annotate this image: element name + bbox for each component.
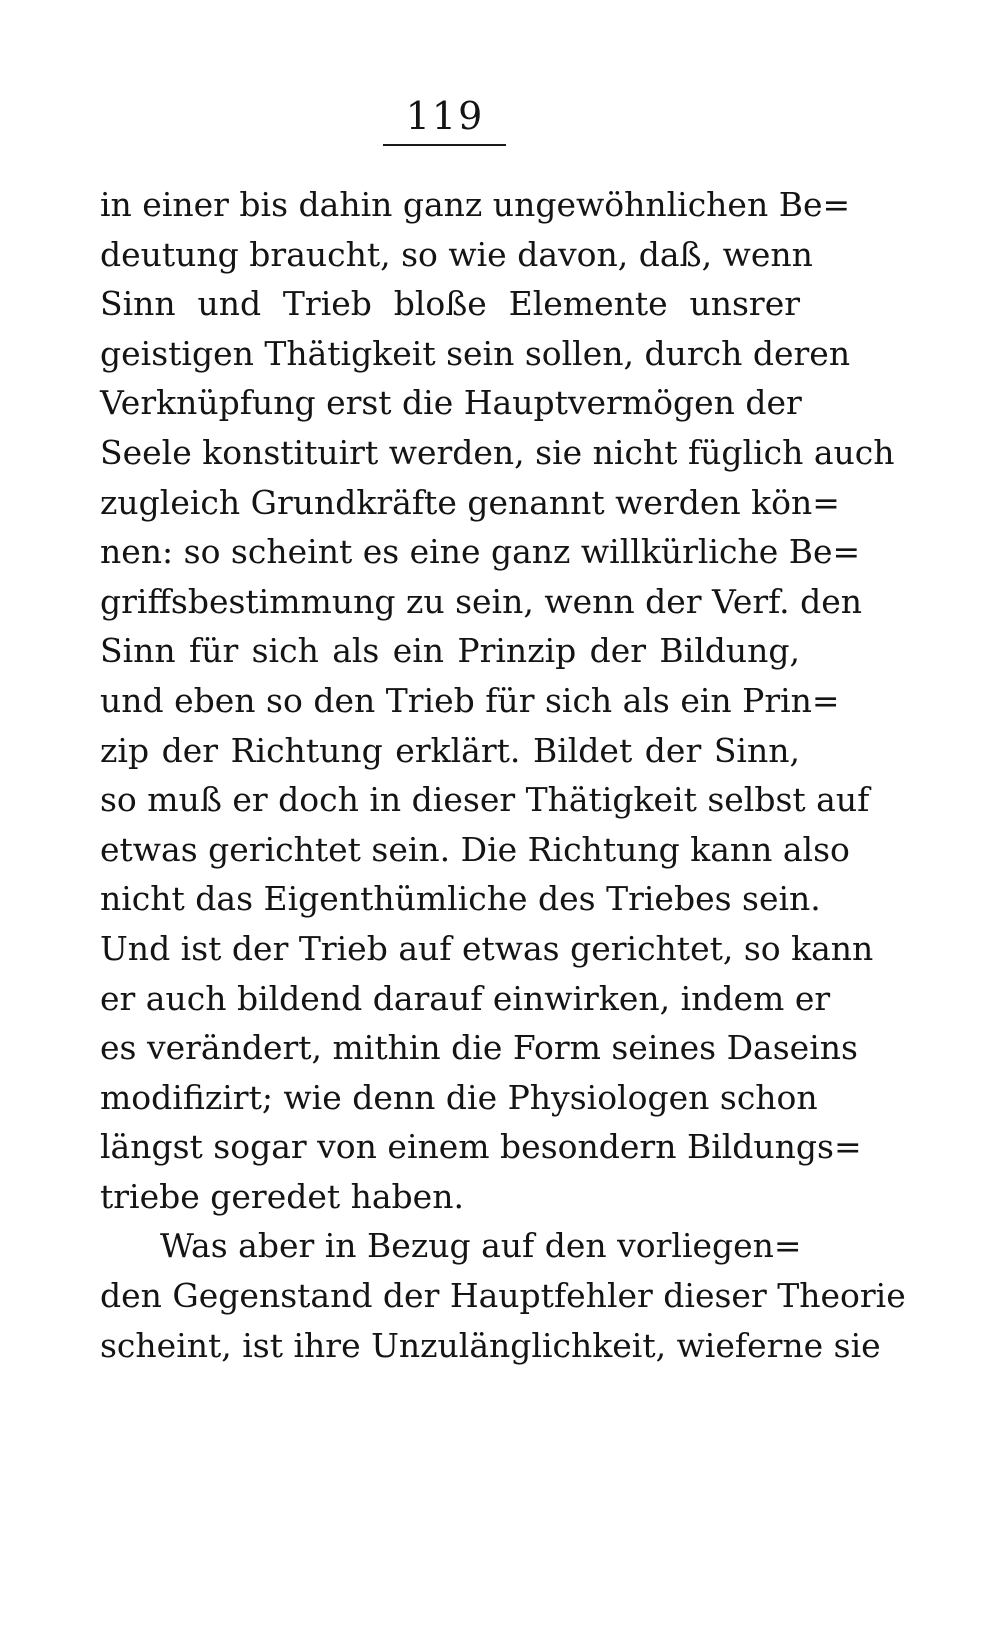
- text-line: den Gegenstand der Hauptfehler dieser Theorie: [100, 1276, 906, 1316]
- text-line: zip der Richtung erklärt. Bildet der Sinn,: [100, 730, 800, 770]
- text-line: und eben so den Trieb für sich als ein Prin=: [100, 680, 840, 720]
- text-line: längst sogar von einem besondern Bildungs=: [100, 1127, 862, 1167]
- text-line: Was aber in Bezug auf den vorliegen=: [160, 1226, 802, 1266]
- text-line: Und ist der Trieb auf etwas gerichtet, so kann: [100, 928, 874, 968]
- text-line: Verknüpfung erst die Hauptvermögen der: [100, 383, 802, 423]
- page-number: 119: [405, 94, 485, 138]
- body-text: [100, 180, 906, 1370]
- text-line: nen: so scheint es eine ganz willkürliche Be=: [100, 532, 861, 572]
- text-line: Seele konstituirt werden, sie nicht füglich auch: [100, 432, 895, 472]
- text-line: griffsbestimmung zu sein, wenn der Verf. den: [100, 581, 863, 621]
- text-line: in einer bis dahin ganz ungewöhnlichen Be=: [100, 185, 851, 224]
- text-line: zugleich Grundkräfte genannt werden kön=: [100, 482, 840, 522]
- paragraph-1: [100, 180, 895, 1221]
- text-line: triebe geredet haben.: [100, 1176, 464, 1216]
- text-line: es verändert, mithin die Form seines Daseins: [100, 1028, 858, 1068]
- text-line: modifizirt; wie denn die Physiologen schon: [100, 1077, 818, 1117]
- text-line: deutung braucht, so wie davon, daß, wenn: [100, 234, 813, 274]
- text-line: scheint, ist ihre Unzulänglichkeit, wieferne sie: [100, 1325, 881, 1365]
- text-line: so muß er doch in dieser Thätigkeit selbst auf: [100, 780, 870, 820]
- text-line: nicht das Eigenthümliche des Triebes sein.: [100, 879, 821, 919]
- text-line: Sinn für sich als ein Prinzip der Bildung,: [100, 631, 800, 671]
- text-line: geistigen Thätigkeit sein sollen, durch deren: [100, 333, 851, 373]
- text-line: Sinn und Trieb bloße Elemente unsrer: [100, 284, 800, 324]
- header-rule: [383, 144, 506, 146]
- text-line: er auch bildend darauf einwirken, indem er: [100, 978, 831, 1018]
- paragraph-2: [100, 1221, 906, 1370]
- text-line: etwas gerichtet sein. Die Richtung kann also: [100, 829, 850, 869]
